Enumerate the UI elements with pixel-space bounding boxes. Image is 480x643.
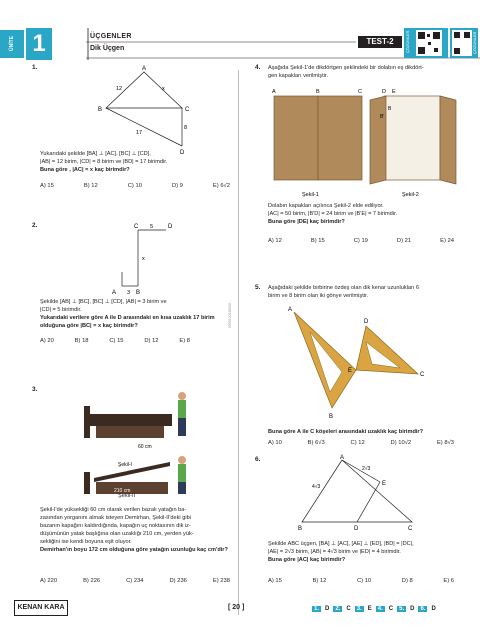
q6-C: C <box>408 526 413 532</box>
q4-text: Dolabın kapakları açılınca Şekil-2 elde ediliyor. |AC| = 50 birim, |B'D| = 24 birim ve |B'E| = 7 birimdir. Buna göre |DE| kaç birimdir? <box>268 203 398 225</box>
q2-ab: 3 <box>127 290 131 296</box>
q2-text: Şekilde [AB] ⊥ [BC], [BC] ⊥ [CD], |AB| = 3 birim ve |CD| = 5 birimdir. Yukarıdaki verilere göre A ile D arasındaki en kısa uzaklık 17 birim olduğuna göre |BC| = x kaç birimdir? <box>40 299 215 329</box>
q4-choices: A) 12 B) 15 C) 19 D) 21 E) 24 <box>268 238 454 244</box>
q5-intro: Aşağıdaki şekilde birbirine özdeş olan dik kenar uzunlukları 6 birim ve 8 birim olan iki gönye verilmiştir. <box>268 285 420 299</box>
q3-text: Şekil-I'de yüksekliği 60 cm olarak verilen bazalı yatağın ba- zasından yorganını almak isteyen Demirhan, Şekil-II'deki gibi bazanın kapağını kaldırdığında, kapağın uç noktasının dik iz- düşümünün yatak başlığına olan uzaklığı 210 cm, yerden yük- sekliğini ise kendi boyuna eşit oluyor. Demirhan'ın boyu 172 cm olduğuna göre yatağın uzunluğu kaç cm'dir? <box>40 507 228 553</box>
qr-label-2: ÇÖZÜMLER <box>472 31 477 54</box>
q5-choices: A) 10 B) 6√3 C) 12 D) 10√2 E) 8√3 <box>268 440 454 446</box>
q5-B: B <box>329 414 334 420</box>
q4-B: B <box>388 106 392 112</box>
q5-figure <box>282 302 432 422</box>
q6-number: 6. <box>255 456 261 463</box>
page-number: [ 20 ] <box>228 604 245 611</box>
q6-text: Şekilde ABC üçgen, [BA] ⊥ [AC], [AE] ⊥ [ED], |BD| = |DC|, |AE| = 2√3 birim, |AB| = 4√3 birim ve |ED| = 4 birimdir. Buna göre |AC| kaç birimdir? <box>268 541 414 563</box>
topic-title: ÜÇGENLER <box>90 33 132 40</box>
q4-s1: Şekil-1 <box>302 192 319 198</box>
q1-D: D <box>180 150 185 154</box>
q4-C: C <box>358 89 362 95</box>
column-divider <box>238 70 239 615</box>
q2-C: C <box>134 224 139 230</box>
q1-bd: 17 <box>136 130 143 136</box>
q1-A: A <box>142 66 147 72</box>
subtopic-title: Dik Üçgen <box>90 45 125 52</box>
q5-A: A <box>288 307 293 313</box>
qr-code[interactable] <box>404 28 448 58</box>
q4-s2: Şekil-2 <box>402 192 419 198</box>
q4-B2: B' <box>380 114 385 120</box>
q3-choices: A) 220 B) 226 C) 234 D) 236 E) 238 <box>40 578 230 584</box>
q5-D: D <box>364 319 369 325</box>
q4-figure <box>262 84 472 200</box>
q3-figure <box>80 386 210 506</box>
q2-figure <box>100 220 200 300</box>
q1-B: B <box>98 107 103 113</box>
q6-ae: 2√3 <box>362 466 371 472</box>
q1-choices: A) 15 B) 12 C) 10 D) 9 E) 6√2 <box>40 183 230 189</box>
q4-A: A <box>272 89 276 95</box>
q3-s2: Şekil-II <box>118 493 136 499</box>
qr-code-2[interactable] <box>450 28 478 58</box>
q5-ask: Buna göre A ile C köşeleri arasındaki uzaklık kaç birimdir? <box>268 429 424 435</box>
q6-ab: 4√3 <box>312 484 321 490</box>
unit-tab: ÜNİTE <box>0 30 24 58</box>
answer-key: 1. D 2. C 3. E 4. C 5. D 6. D <box>314 606 436 612</box>
q1-text: Yukarıdaki şekilde [BA] ⊥ [AC], [BC] ⊥ [CD], |AB| = 12 birim, |CD| = 8 birim ve |BD| = 17 birimdir. Buna göre , |AC| = x kaç birimdir? <box>40 151 168 173</box>
q1-cd: 8 <box>184 125 188 131</box>
q2-A: A <box>112 290 117 296</box>
q2-cd: 5 <box>150 224 154 230</box>
q2-choices: A) 20 B) 18 C) 15 D) 12 E) 8 <box>40 338 190 344</box>
q2-B: B <box>136 290 141 296</box>
q3-s1: Şekil-I <box>118 462 132 468</box>
q2-x: x <box>142 256 145 262</box>
q1-ab: 12 <box>116 86 123 92</box>
unit-number: 1 <box>26 28 52 60</box>
q2-D: D <box>168 224 173 230</box>
qr-label: ÇÖZÜMLER <box>405 30 410 53</box>
q1-figure <box>80 62 220 154</box>
q5-number: 5. <box>255 284 261 291</box>
q3-number: 3. <box>32 386 38 393</box>
side-code: 0909210936000... <box>228 300 232 329</box>
q4-B1: B <box>316 89 320 95</box>
q6-E: E <box>382 481 387 487</box>
q3-h: 60 cm <box>138 444 152 450</box>
q1-C: C <box>185 107 190 113</box>
publisher-logo: KENAN KARA <box>14 600 68 616</box>
q1-number: 1. <box>32 64 38 71</box>
test-label: TEST-2 <box>358 36 402 48</box>
q1-x: x <box>162 86 165 92</box>
q5-C: C <box>420 372 425 378</box>
q6-B: B <box>298 526 303 532</box>
q6-A: A <box>340 455 345 461</box>
q5-E: E <box>348 368 353 374</box>
q3-l: 210 cm <box>114 488 131 494</box>
q2-number: 2. <box>32 222 38 229</box>
q6-choices: A) 15 B) 12 C) 10 D) 8 E) 6 <box>268 578 454 584</box>
q4-number: 4. <box>255 64 261 71</box>
q4-D: D <box>382 89 386 95</box>
q4-E: E <box>392 89 396 95</box>
q6-figure <box>292 452 422 538</box>
q4-intro: Aşağıda Şekil-1'de dikdörtgen şeklindeki bir dolabın eş dikdört- gen kapakları verilmiştir. <box>268 65 424 79</box>
q6-D: D <box>354 526 359 532</box>
